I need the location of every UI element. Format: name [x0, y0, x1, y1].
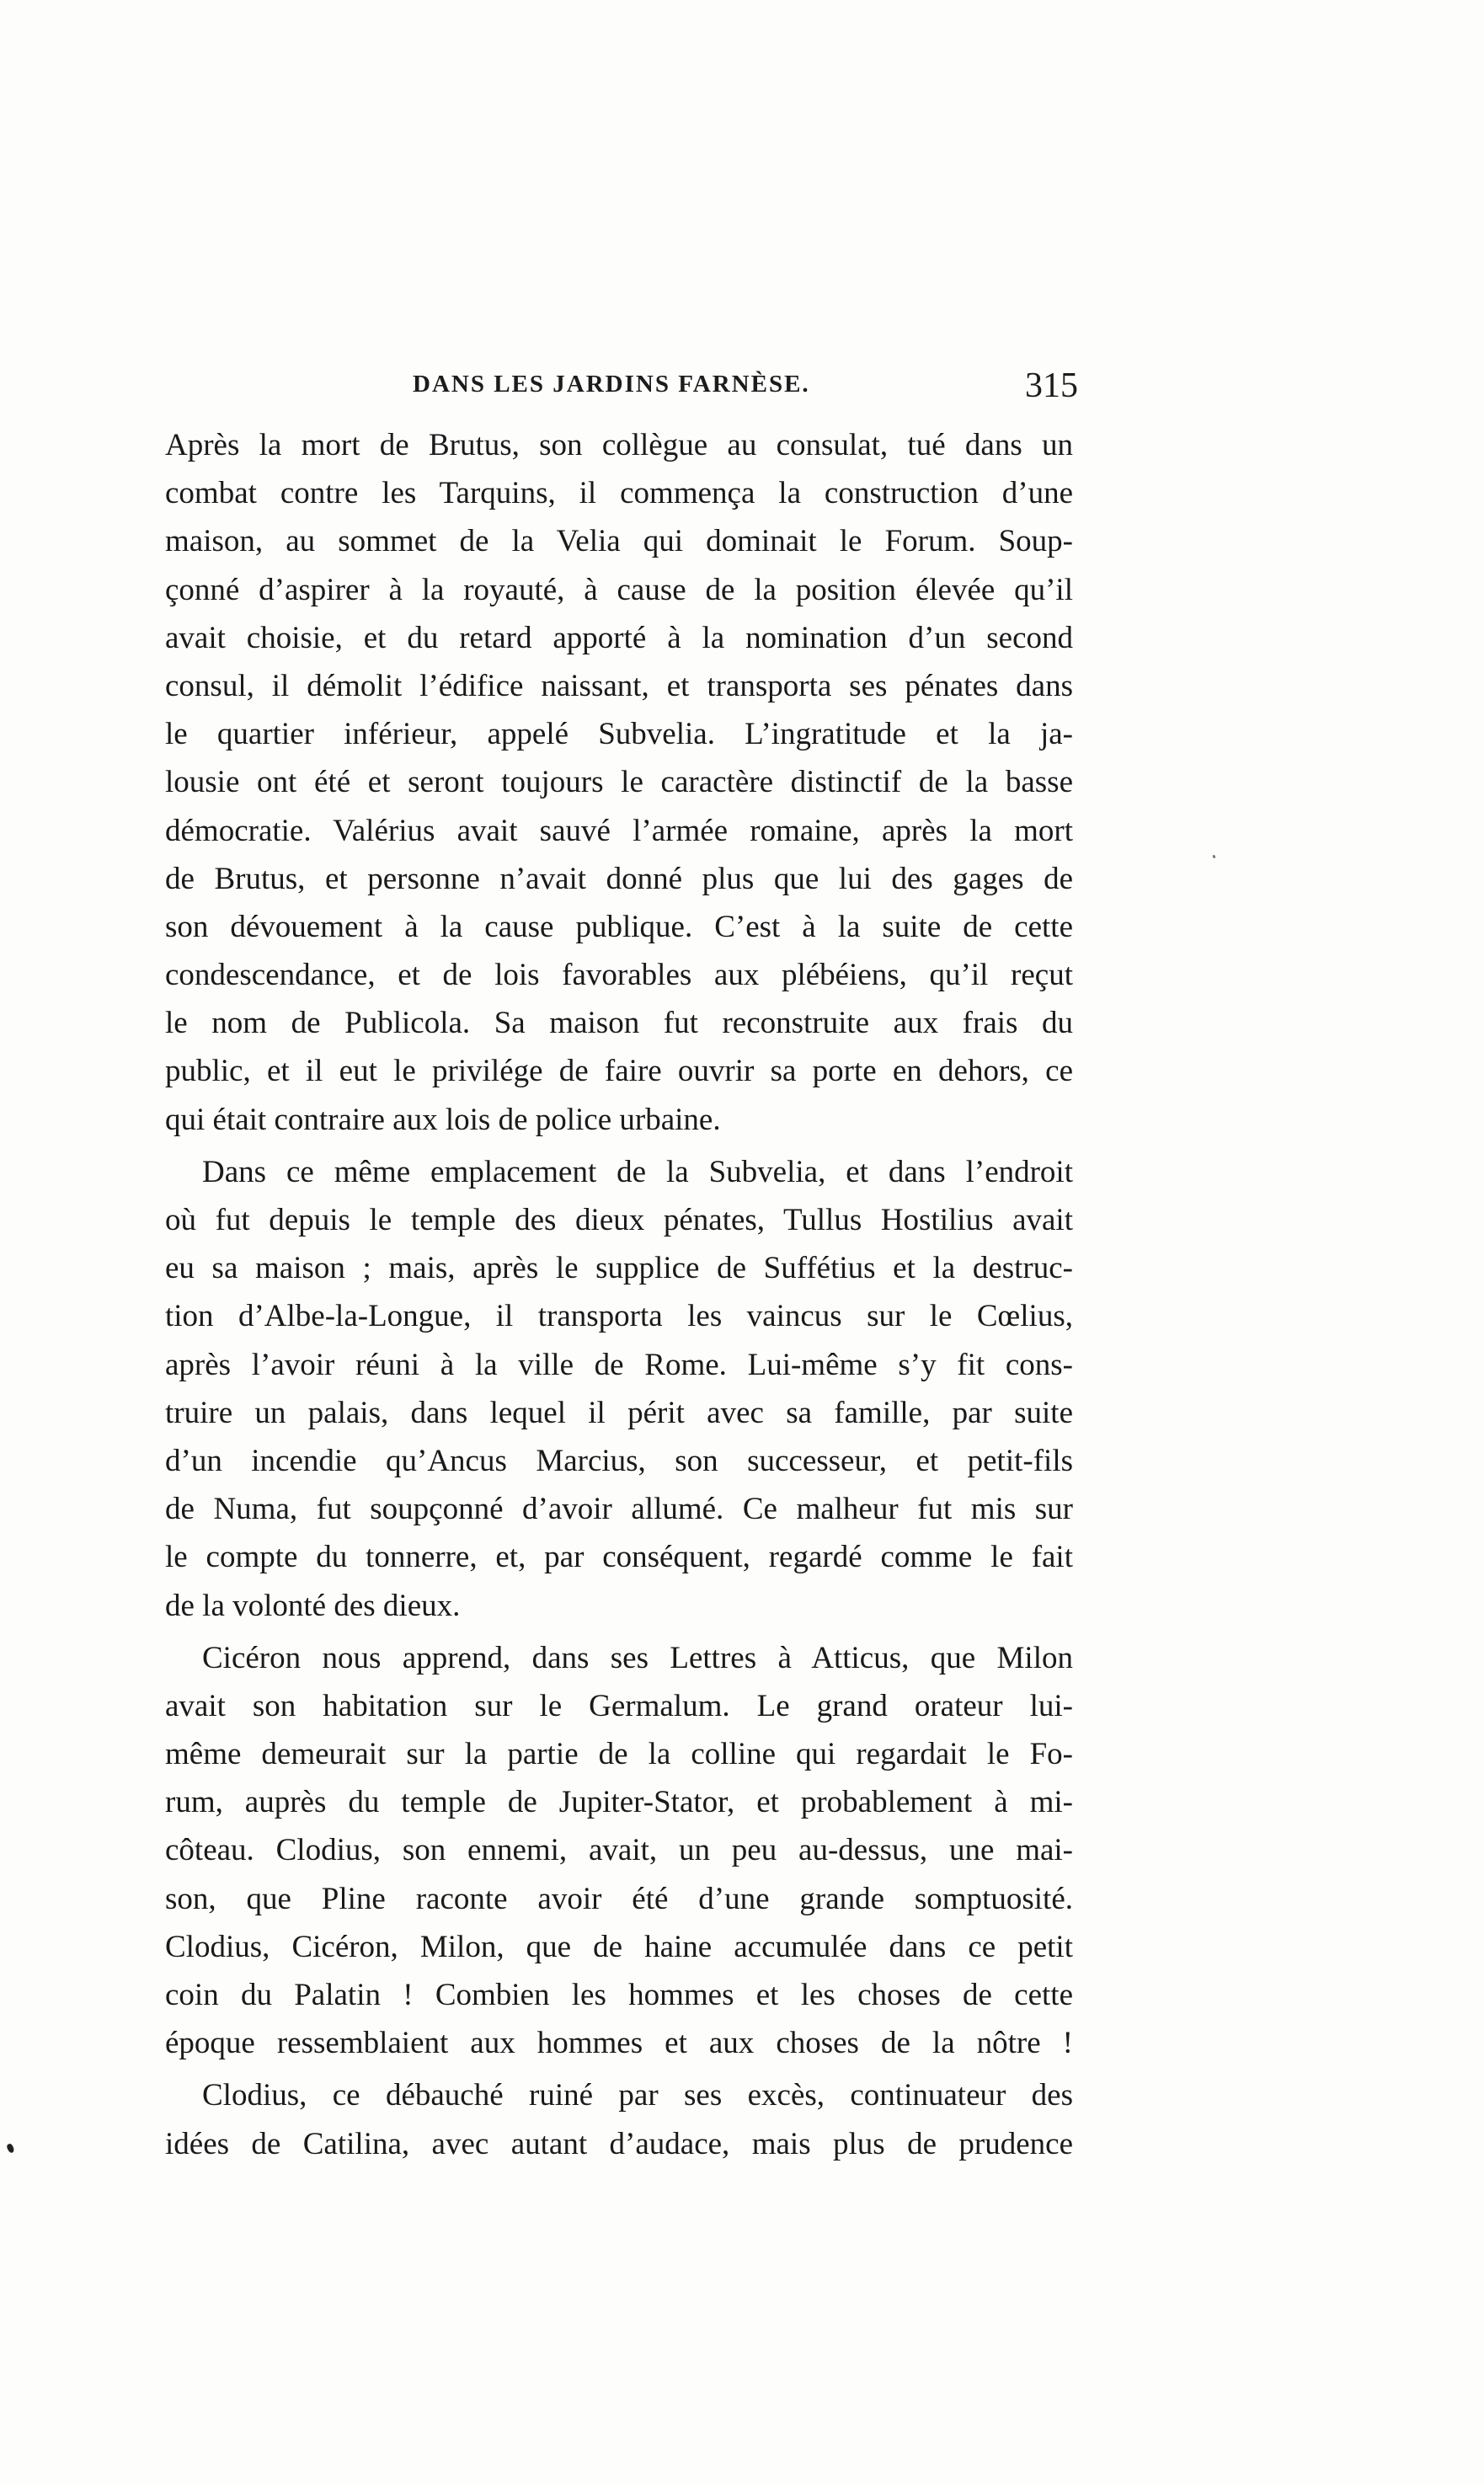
text-line: coin du Palatin ! Combien les hommes et les choses de cette — [165, 1978, 1073, 2012]
text-line: idées de Catilina, avec autant d’audace, mais plus de prudence — [165, 2126, 1073, 2161]
text-line: avait choisie, et du retard apporté à la nomination d’un second — [165, 620, 1073, 655]
text-line: après l’avoir réuni à la ville de Rome. Lui-même s’y fit cons- — [165, 1347, 1073, 1382]
text-line: le nom de Publicola. Sa maison fut reconstruite aux frais du — [165, 1006, 1073, 1041]
text-line: le compte du tonnerre, et, par conséquent, regardé comme le fait — [165, 1540, 1073, 1575]
text-line: çonné d’aspirer à la royauté, à cause de la position élevée qu’il — [165, 572, 1073, 607]
text-line: Cicéron nous apprend, dans ses Lettres à Atticus, que Milon — [202, 1640, 1073, 1675]
text-line: de la volonté des dieux. — [165, 1588, 461, 1623]
text-line: lousie ont été et seront toujours le caractère distinctif de la basse — [165, 765, 1073, 800]
text-line: Clodius, ce débauché ruiné par ses excès, continuateur des — [202, 2078, 1073, 2113]
running-head — [168, 366, 1078, 413]
text-line: Clodius, Cicéron, Milon, que de haine accumulée dans ce petit — [165, 1929, 1073, 1964]
text-line: condescendance, et de lois favorables aux plébéiens, qu’il reçut — [165, 958, 1073, 993]
paragraph-3 — [165, 1634, 1073, 2068]
text-line: même demeurait sur la partie de la colline qui regardait le Fo- — [165, 1737, 1073, 1772]
text-line: son dévouement à la cause publique. C’est à la suite de cette — [165, 909, 1073, 944]
page-number: 315 — [1025, 366, 1078, 405]
text-line: le quartier inférieur, appelé Subvelia. L’ingratitude et la ja- — [165, 717, 1073, 752]
text-line: de Numa, fut soupçonné d’avoir allumé. Ce malheur fut mis sur — [165, 1492, 1073, 1527]
text-line: Après la mort de Brutus, son collègue au consulat, tué dans un — [165, 428, 1073, 462]
text-line: maison, au sommet de la Velia qui dominait le Forum. Soup- — [165, 524, 1073, 559]
ink-speck — [6, 2143, 15, 2154]
text-line: rum, auprès du temple de Jupiter-Stator, et probablement à mi- — [165, 1785, 1073, 1820]
text-line: côteau. Clodius, son ennemi, avait, un peu au-dessus, une mai- — [165, 1833, 1073, 1868]
text-line: tion d’Albe-la-Longue, il transporta les vaincus sur le Cœlius, — [165, 1299, 1073, 1334]
text-line: époque ressemblaient aux hommes et aux choses de la nôtre ! — [165, 2026, 1073, 2061]
text-line: son, que Pline raconte avoir été d’une grande somptuosité. — [165, 1881, 1073, 1916]
text-line: qui était contraire aux lois de police urbaine. — [165, 1102, 721, 1137]
text-line: démocratie. Valérius avait sauvé l’armée romaine, après la mort — [165, 813, 1073, 848]
paragraph-2 — [165, 1148, 1073, 1630]
text-line: truire un palais, dans lequel il périt avec sa famille, par suite — [165, 1395, 1073, 1430]
text-line: consul, il démolit l’édifice naissant, et transporta ses pénates dans — [165, 668, 1073, 703]
text-line: d’un incendie qu’Ancus Marcius, son successeur, et petit-fils — [165, 1443, 1073, 1478]
text-line: Dans ce même emplacement de la Subvelia, et dans l’endroit — [202, 1154, 1073, 1189]
text-line: de Brutus, et personne n’avait donné plus que lui des gages de — [165, 861, 1073, 896]
text-line: eu sa maison ; mais, après le supplice de Suffétius et la destruc- — [165, 1251, 1073, 1286]
text-line: combat contre les Tarquins, il commença la construction d’une — [165, 476, 1073, 511]
text-line: public, et il eut le privilége de faire ouvrir sa porte en dehors, ce — [165, 1054, 1073, 1089]
running-title: DANS LES JARDINS FARNÈSE. — [413, 371, 810, 398]
paragraph-4 — [165, 2071, 1073, 2167]
ink-speck — [1212, 855, 1215, 859]
text-line: où fut depuis le temple des dieux pénates, Tullus Hostilius avait — [165, 1203, 1073, 1237]
paragraph-1 — [165, 421, 1073, 1144]
body-text — [165, 421, 1073, 2168]
text-line: avait son habitation sur le Germalum. Le grand orateur lui- — [165, 1688, 1073, 1723]
